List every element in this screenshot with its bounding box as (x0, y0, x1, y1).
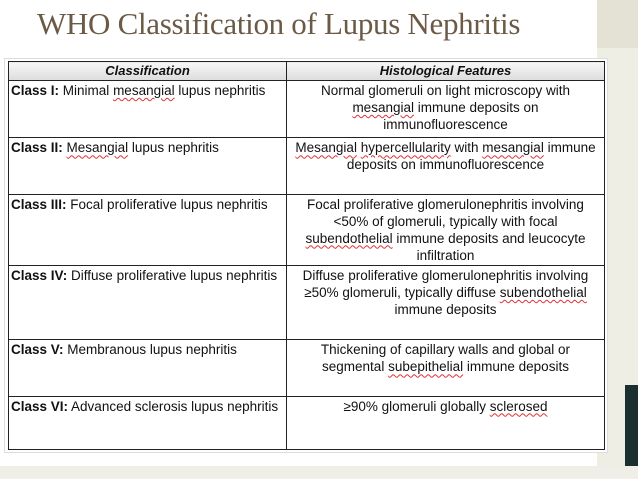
class-name: Focal proliferative lupus nephritis (70, 196, 268, 212)
class-cell (9, 265, 287, 339)
table-row (9, 340, 605, 396)
table-row (9, 81, 605, 138)
slide-band-top-accent (597, 0, 638, 48)
class-cell (9, 194, 287, 265)
table-row (9, 396, 605, 449)
class-cell (9, 340, 287, 396)
class-label: Class II: (11, 140, 63, 156)
features-cell: ≥90% glomeruli globally sclerosed (287, 396, 605, 449)
features-cell: Thickening of capillary walls and global or segmental subepithelial immune deposits (287, 340, 605, 396)
class-cell (9, 138, 287, 194)
class-cell (9, 396, 287, 449)
header-histological-features: Histological Features (287, 62, 605, 81)
table-row (9, 194, 605, 265)
features-cell: Diffuse proliferative glomerulonephritis involving ≥50% glomeruli, typically diffuse subendothelial immune deposits (287, 265, 605, 339)
table-header-row (9, 62, 605, 81)
class-name: Minimal mesangial lupus nephritis (62, 83, 266, 98)
features-cell: Mesangial hypercellularity with mesangial immune deposits on immunofluorescence (287, 138, 605, 194)
class-name: Advanced sclerosis lupus nephritis (71, 398, 279, 414)
class-label: Class VI: (11, 398, 69, 414)
classification-table (8, 61, 605, 450)
table-row (9, 138, 605, 194)
class-name: Membranous lupus nephritis (67, 342, 237, 358)
class-label: Class IV: (11, 267, 68, 283)
class-cell (9, 81, 287, 138)
class-label: Class III: (11, 196, 67, 212)
slide-title: WHO Classification of Lupus Nephritis (37, 6, 521, 41)
slide-bottom-band (0, 466, 638, 479)
slide-band-bottom-accent (625, 385, 638, 479)
features-cell: Focal proliferative glomerulonephritis involving <50% of glomeruli, typically with focal subendothelial immune deposits and leucocyte infiltration (287, 194, 605, 265)
class-name: Diffuse proliferative lupus nephritis (71, 267, 278, 283)
header-classification: Classification (9, 62, 287, 81)
classification-table-image (4, 58, 608, 453)
table-row (9, 265, 605, 339)
class-name: Mesangial lupus nephritis (66, 140, 219, 156)
features-cell: Normal glomeruli on light microscopy with mesangial immune deposits on immunofluorescence (287, 81, 605, 138)
class-label: Class V: (11, 342, 64, 358)
class-label: Class I: (11, 83, 60, 98)
